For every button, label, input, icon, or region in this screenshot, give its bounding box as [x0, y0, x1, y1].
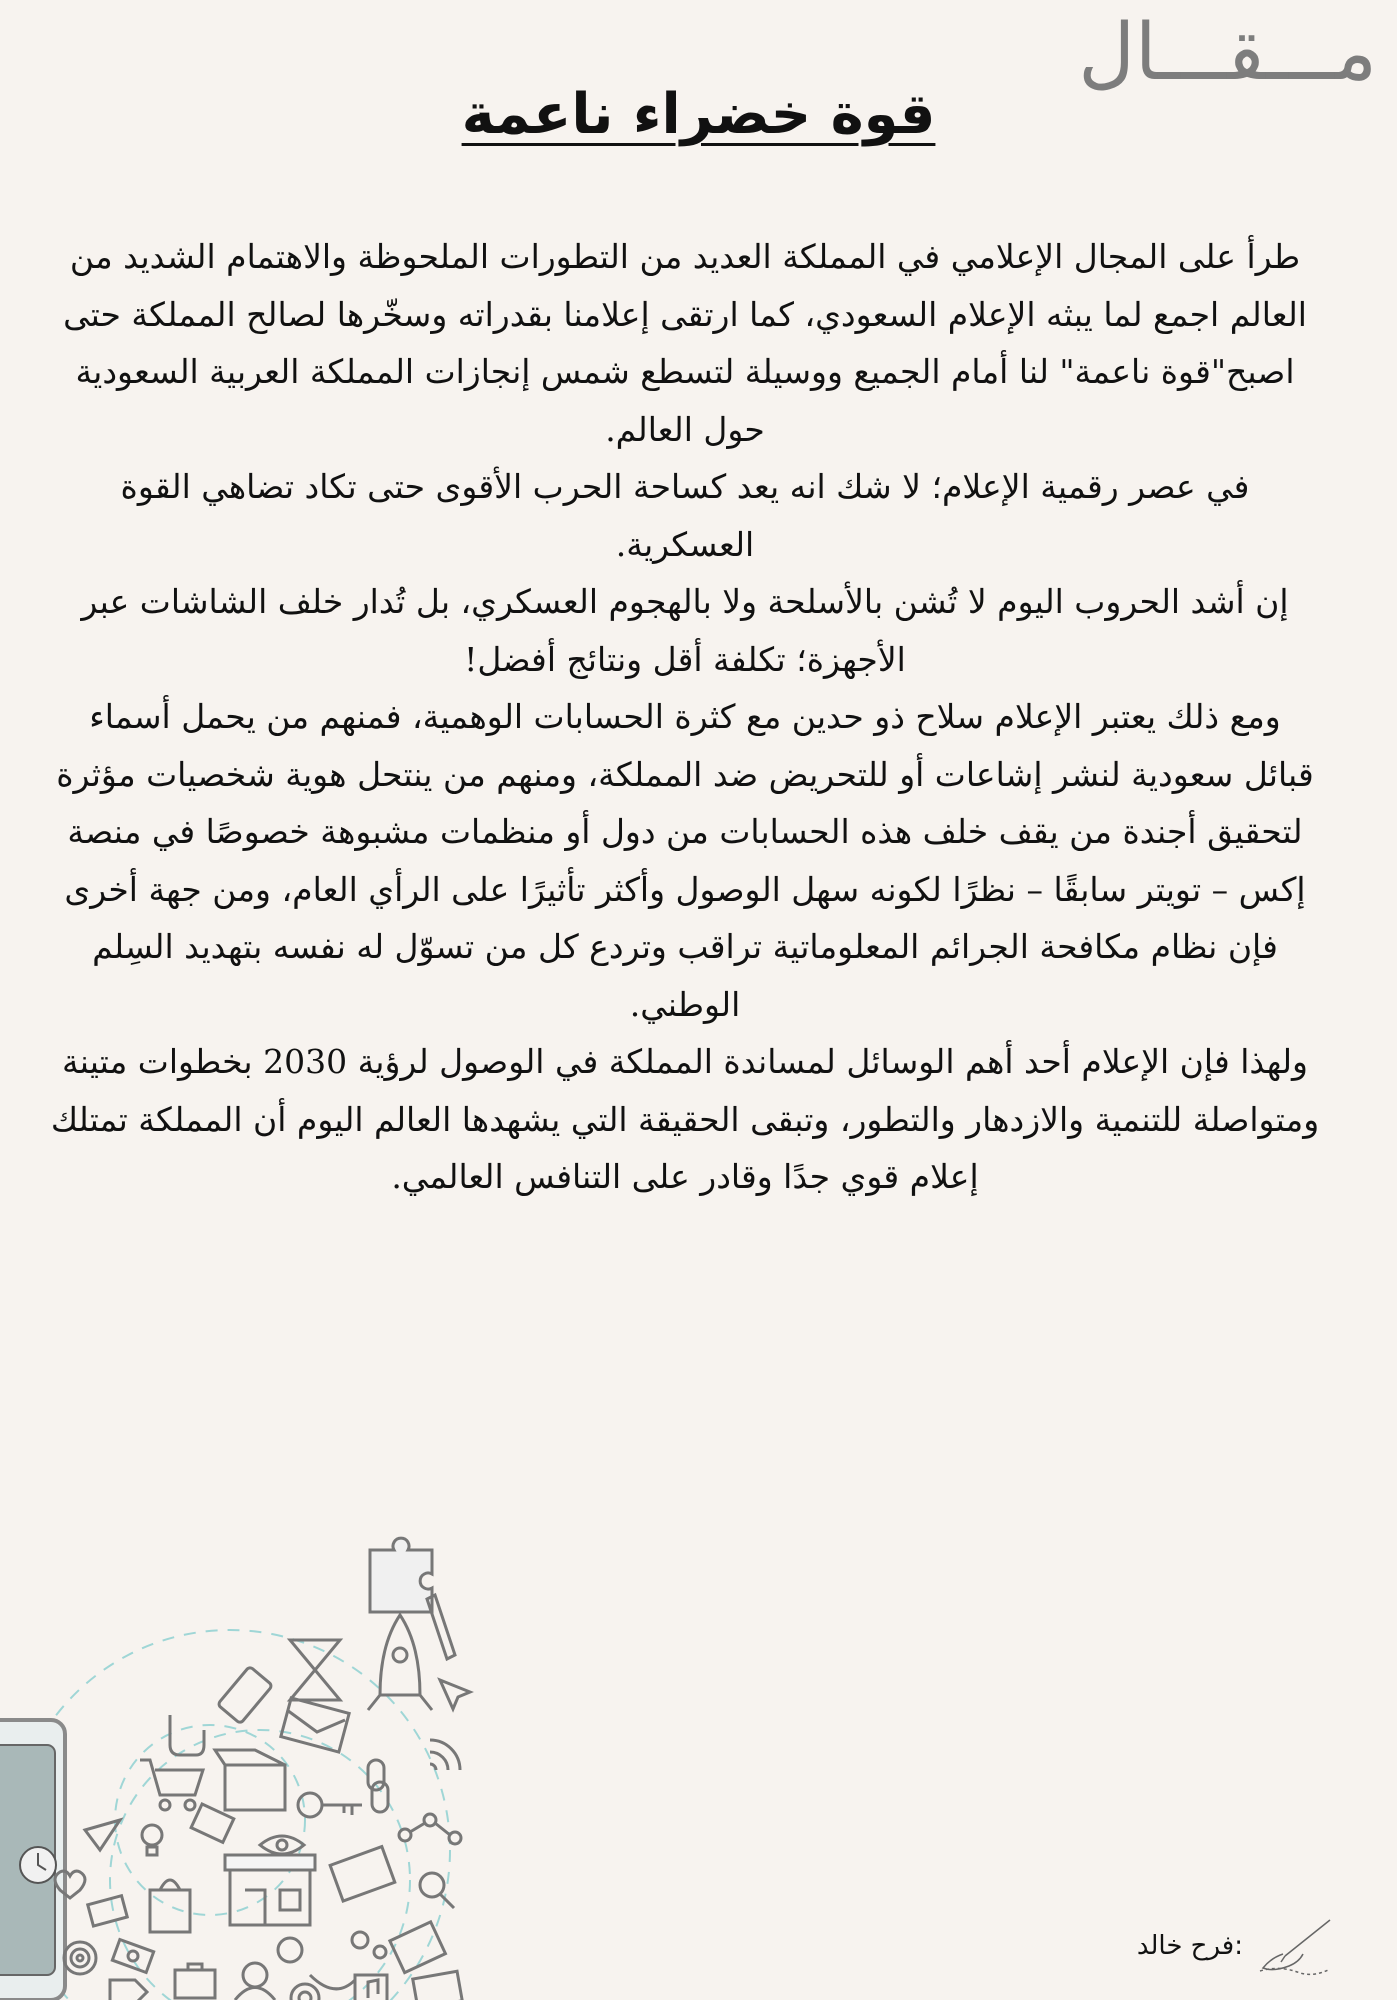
credit-card-icon: [88, 1896, 128, 1926]
cursor-icon: [440, 1680, 470, 1709]
envelope-icon: [281, 1698, 349, 1752]
section-label: مـــقـــال: [1078, 8, 1377, 98]
key-icon: [298, 1793, 362, 1817]
shopping-bag-icon: [150, 1880, 190, 1932]
puzzle-icon: [370, 1538, 432, 1612]
article-paragraph: ومع ذلك يعتبر الإعلام سلاح ذو حدين مع كثرة الحسابات الوهمية، فمنهم من يحمل أسماء قبائل سعودية لنشر إشاعات أو للتحريض ضد المملكة، ومنهم من ينتحل هوية شخصيات مؤثرة لتحقيق أجندة من يقف خلف هذه الحسابات من دول أو منظمات مشبوهة خصوصًا في منصة إكس – تويتر سابقًا – نظرًا لكونه سهل الوصول وأكثر تأثيرًا على الرأي العام، ومن جهة أخرى فإن نظام مكافحة الجرائم المعلوماتية تراقب وتردع كل من تسوّل له نفسه بتهديد السِلم الوطني.: [56, 697, 1314, 1024]
article-paragraph: طرأ على المجال الإعلامي في المملكة العديد من التطورات الملحوظة والاهتمام الشديد من العالم اجمع لما يبثه الإعلام السعودي، كما ارتقى إعلامنا بقدراته وسخّرها لصالح المملكة حتى اصبح"قوة ناعمة" لنا أمام الجميع ووسيلة لتسطع شمس إنجازات المملكة العربية السعودية حول العالم.: [63, 237, 1307, 449]
lightbulb-icon: [142, 1825, 162, 1855]
eye-icon: [260, 1836, 304, 1854]
shopping-cart-icon: [140, 1760, 203, 1810]
money-bill-icon: [112, 1940, 153, 1973]
at-sign-icon: [291, 1984, 319, 2000]
article-title: قوة خضراء ناعمة: [461, 82, 936, 147]
box-icon: [215, 1750, 285, 1810]
dollar-coin-icon: [278, 1938, 302, 1962]
gears-icon: [352, 1932, 386, 1958]
article-paragraph: في عصر رقمية الإعلام؛ لا شك انه يعد كساحة الحرب الأقوى حتى تكاد تضاهي القوة العسكرية.: [120, 467, 1250, 564]
presentation-board-icon: [390, 1922, 446, 1973]
hourglass-icon: [290, 1640, 340, 1700]
usb-drive-icon: [217, 1666, 272, 1724]
rocket-icon: [368, 1615, 432, 1710]
hand-pointer-icon: [170, 1715, 204, 1755]
briefcase-icon: [175, 1964, 215, 1998]
article-paragraph: إن أشد الحروب اليوم لا تُشن بالأسلحة ولا بالهجوم العسكري، بل تُدار خلف الشاشات عبر الأجهزة؛ تكلفة أقل ونتائج أفضل!: [81, 582, 1289, 679]
article-title-wrapper: [0, 82, 1397, 147]
satellite-dish-icon: [310, 1975, 355, 1989]
author-name: :فرح خالد: [1136, 1931, 1243, 1961]
pen-hand-icon: [1255, 1916, 1335, 1976]
user-avatar-icon: [235, 1963, 275, 2000]
media-icons-collage: [0, 1520, 480, 2000]
article-paragraph: ولهذا فإن الإعلام أحد أهم الوسائل لمساندة المملكة في الوصول لرؤية 2030 بخطوات متينة ومتواصلة للتنمية والازدهار والتطور، وتبقى الحقيقة التي يشهدها العالم اليوم أن المملكة تمتلك إعلام قوي جدًا وقادر على التنافس العالمي.: [50, 1042, 1320, 1196]
network-icon: [399, 1814, 461, 1844]
price-tag-icon: [110, 1980, 147, 2000]
shop-icon: [225, 1855, 315, 1925]
monitor-icon: [413, 1971, 463, 2000]
target-icon: [64, 1942, 96, 1974]
music-note-icon: [355, 1975, 387, 2000]
author-signature: [1137, 1916, 1335, 1976]
wifi-icon: [430, 1740, 460, 1770]
laptop-icon: [330, 1847, 395, 1902]
article-body: [50, 228, 1320, 1206]
smartphone-icon: [0, 1720, 65, 2000]
